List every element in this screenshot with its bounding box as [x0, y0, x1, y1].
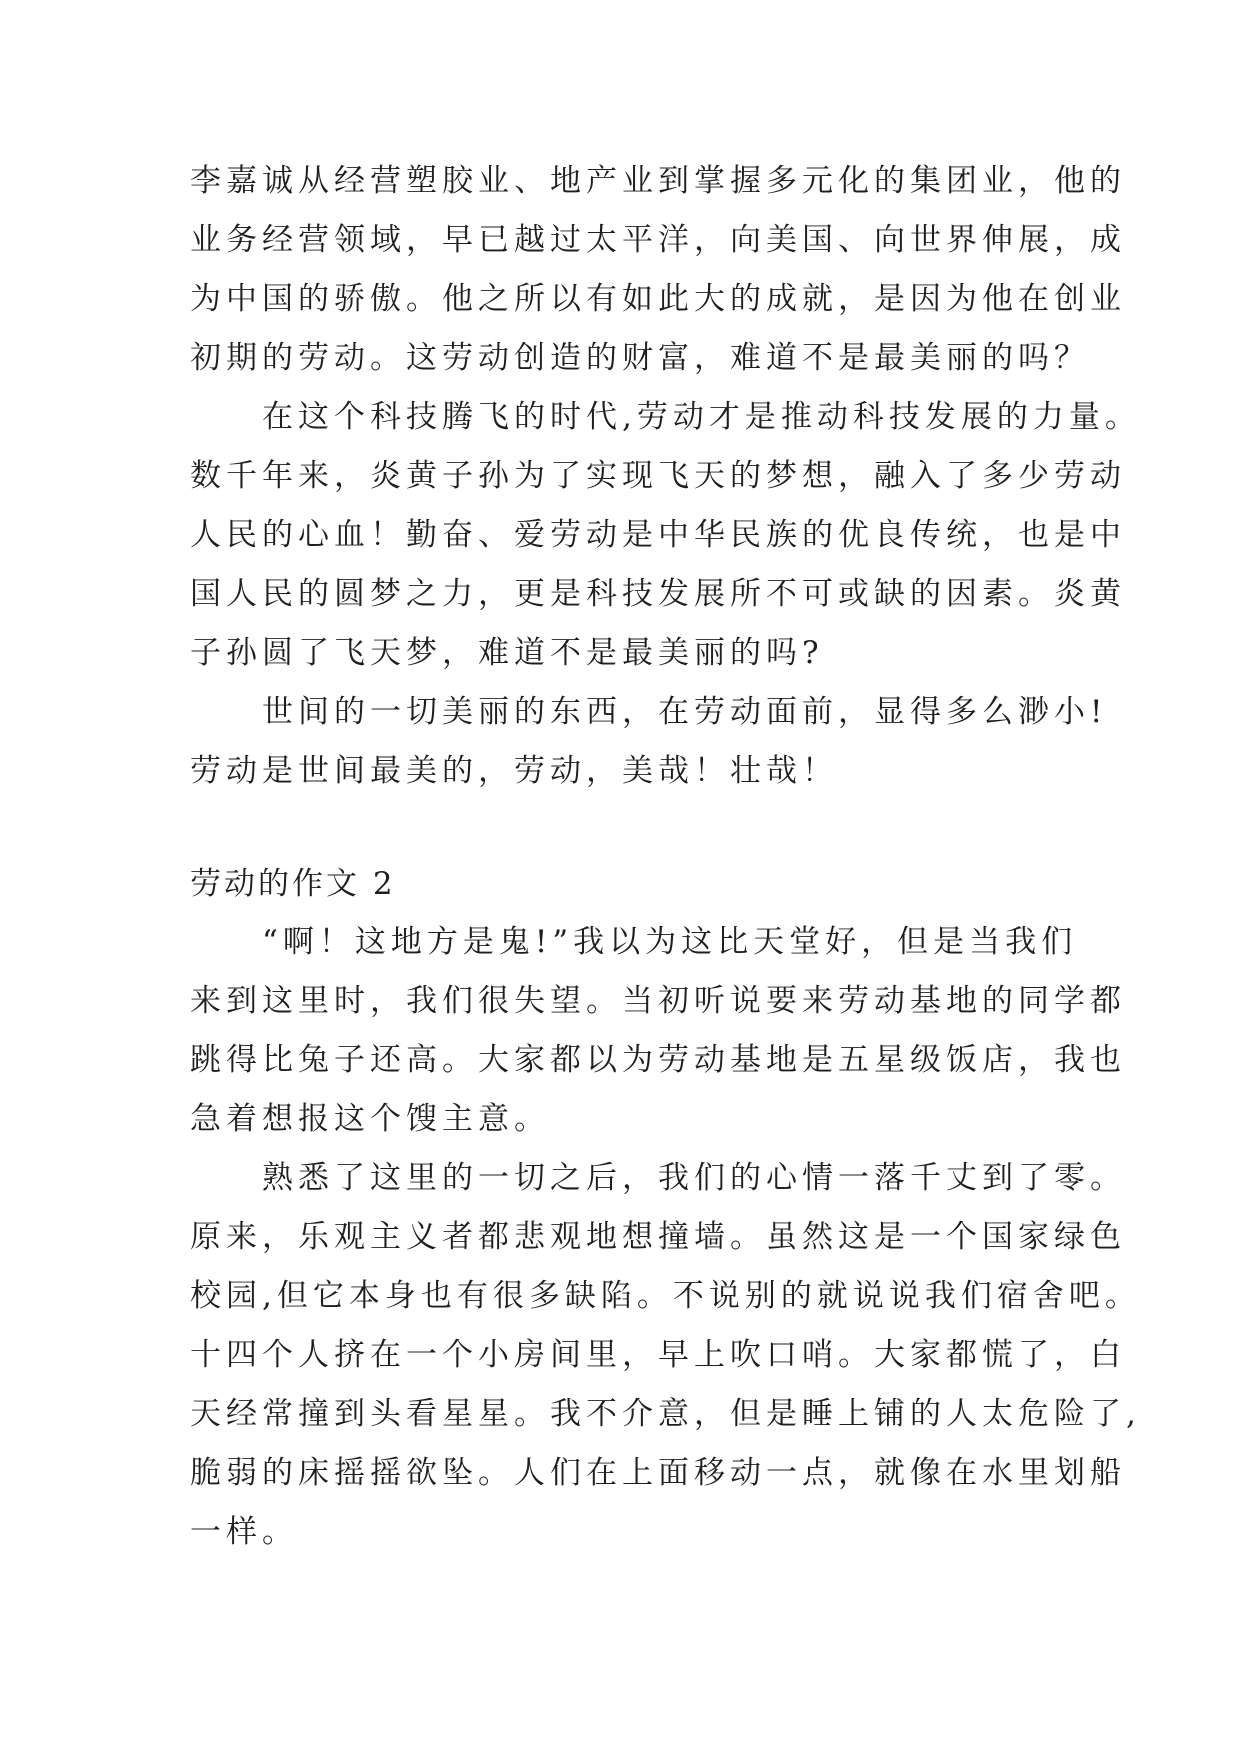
- body-line: 原来，乐观主义者都悲观地想撞墙。虽然这是一个国家绿色: [190, 1219, 1126, 1255]
- body-line: 一样。: [190, 1514, 298, 1550]
- section-2-body: [190, 913, 1141, 1562]
- body-line: 子孙圆了飞天梦，难道不是最美丽的吗?: [190, 635, 824, 671]
- body-line: 初期的劳动。这劳动创造的财富，难道不是最美丽的吗？: [190, 340, 1090, 376]
- body-line: 在这个科技腾飞的时代,劳动才是推动科技发展的力量。: [190, 399, 1141, 435]
- section-heading: 劳动的作文 2: [190, 866, 396, 902]
- body-line: 劳动是世间最美的，劳动，美哉！壮哉！: [190, 753, 838, 789]
- section-1-body: [190, 152, 1141, 801]
- body-line: “啊！这地方是鬼!”我以为这比天堂好，但是当我们: [190, 924, 1078, 960]
- body-line: 校园,但它本身也有很多缺陷。不说别的就说说我们宿舍吧。: [190, 1278, 1141, 1314]
- body-line: 业务经营领域，早已越过太平洋，向美国、向世界伸展，成: [190, 222, 1126, 258]
- body-line: 急着想报这个馊主意。: [190, 1101, 550, 1137]
- body-line: 人民的心血！勤奋、爱劳动是中华民族的优良传统，也是中: [190, 517, 1126, 553]
- body-line: 为中国的骄傲。他之所以有如此大的成就，是因为他在创业: [190, 281, 1126, 317]
- body-line: 熟悉了这里的一切之后，我们的心情一落千丈到了零。: [190, 1160, 1126, 1196]
- body-line: 天经常撞到头看星星。我不介意，但是睡上铺的人太危险了,: [190, 1396, 1141, 1432]
- body-line: 李嘉诚从经营塑胶业、地产业到掌握多元化的集团业，他的: [190, 163, 1126, 199]
- body-line: 世间的一切美丽的东西，在劳动面前，显得多么渺小!: [190, 694, 1108, 730]
- body-line: 来到这里时，我们很失望。当初听说要来劳动基地的同学都: [190, 983, 1126, 1019]
- body-line: 十四个人挤在一个小房间里，早上吹口哨。大家都慌了，白: [190, 1337, 1126, 1373]
- body-line: 数千年来，炎黄子孙为了实现飞天的梦想，融入了多少劳动: [190, 458, 1126, 494]
- body-line: 国人民的圆梦之力，更是科技发展所不可或缺的因素。炎黄: [190, 576, 1126, 612]
- body-line: 跳得比兔子还高。大家都以为劳动基地是五星级饭店，我也: [190, 1042, 1126, 1078]
- body-line: 脆弱的床摇摇欲坠。人们在上面移动一点，就像在水里划船: [190, 1455, 1126, 1491]
